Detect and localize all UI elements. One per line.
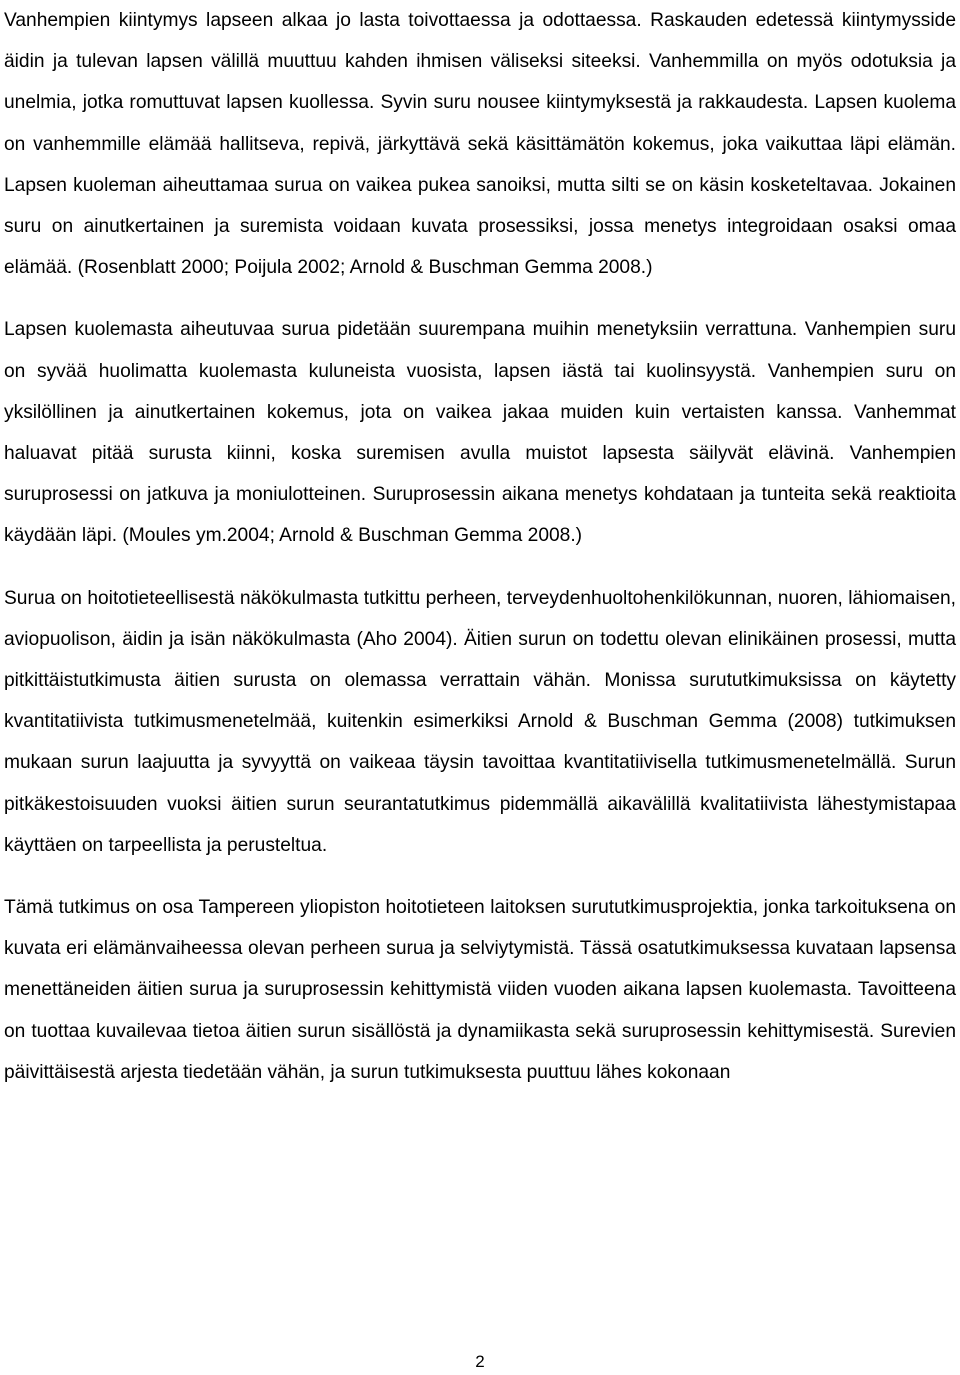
paragraph-1: Vanhempien kiintymys lapseen alkaa jo lasta toivottaessa ja odottaessa. Raskauden edetessä kiintymysside äidin ja tulevan lapsen välillä muuttuu kahden ihmisen väliseksi siteeksi. Vanhemmilla on myös odotuksia ja unelmia, jotka romuttuvat lapsen kuollessa. Syvin suru nousee kiintymyksestä ja rakkaudesta. Lapsen kuolema on vanhemmille elämää hallitseva, repivä, järkyttävä sekä käsittämätön kokemus, joka vaikuttaa läpi elämän. Lapsen kuoleman aiheuttamaa surua on vaikea pukea sanoiksi, mutta silti se on käsin kosketeltavaa. Jokainen suru on ainutkertainen ja suremista voidaan kuvata prosessiksi, jossa menetys integroidaan osaksi omaa elämää. (Rosenblatt 2000; Poijula 2002; Arnold & Buschman Gemma 2008.)	[4, 10, 956, 279]
document-page	[4, 0, 956, 1093]
page-number: 2	[475, 1352, 485, 1371]
paragraph-4: Tämä tutkimus on osa Tampereen yliopiston hoitotieteen laitoksen surututkimusprojektia, jonka tarkoituksena on kuvata eri elämänvaiheessa olevan perheen surua ja selviytymistä. Tässä osatutkimuksessa kuvataan lapsensa menettäneiden äitien surua ja suruprosessin kehittymistä viiden vuoden aikana lapsen kuolemasta. Tavoitteena on tuottaa kuvailevaa tietoa äitien surun sisällöstä ja dynamiikasta sekä suruprosessin kehittymisestä. Surevien päivittäisestä arjesta tiedetään vähän, ja surun tutkimuksesta puuttuu lähes kokonaan	[4, 897, 956, 1083]
paragraph-3: Surua on hoitotieteellisestä näkökulmasta tutkittu perheen, terveydenhuoltohenkilökunnan, nuoren, lähiomaisen, aviopuolison, äidin ja isän näkökulmasta (Aho 2004). Äitien surun on todettu olevan elinikäinen prosessi, mutta pitkittäistutkimusta äitien surusta on olemassa verrattain vähän. Monissa surututkimuksissa on käytetty kvantitatiivista tutkimusmenetelmää, kuitenkin esimerkiksi Arnold & Buschman Gemma (2008) tutkimuksen mukaan surun laajuutta ja syvyyttä on vaikeaa täysin tavoittaa kvantitatiivisella tutkimusmenetelmällä. Surun pitkäkestoisuuden vuoksi äitien surun seurantatutkimus pidemmällä aikavälillä kvalitatiivista lähestymistapaa käyttäen on tarpeellista ja perusteltua.	[4, 587, 956, 856]
paragraph-2: Lapsen kuolemasta aiheutuvaa surua pidetään suurempana muihin menetyksiin verrattuna. Vanhempien suru on syvää huolimatta kuolemasta kuluneista vuosista, lapsen iästä tai kuolinsyystä. Vanhempien suru on yksilöllinen ja ainutkertainen kokemus, jota on vaikea jakaa muiden kuin vertaisten kanssa. Vanhemmat haluavat pitää surusta kiinni, koska suremisen avulla muistot lapsesta säilyvät elävinä. Vanhempien suruprosessi on jatkuva ja moniulotteinen. Suruprosessin aikana menetys kohdataan ja tunteita sekä reaktioita käydään läpi. (Moules ym.2004; Arnold & Buschman Gemma 2008.)	[4, 319, 956, 547]
